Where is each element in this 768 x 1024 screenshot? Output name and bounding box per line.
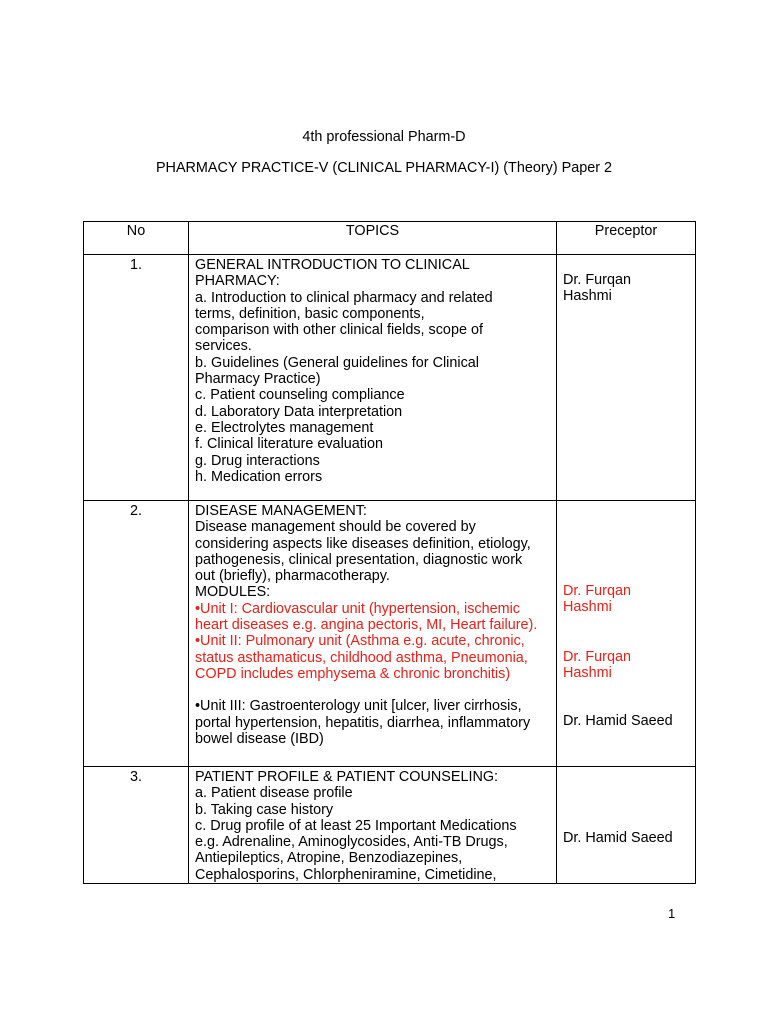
topic-line: Cephalosporins, Chlorpheniramine, Cimetidine, bbox=[195, 866, 497, 883]
preceptor-name: Dr. Furqan bbox=[563, 648, 631, 665]
unit-label: • Unit III bbox=[195, 698, 242, 714]
preceptor-cell bbox=[557, 255, 696, 501]
preceptor-name: Dr. Hamid Saeed bbox=[563, 713, 673, 730]
row-number: 3. bbox=[84, 767, 189, 884]
unit-line bbox=[195, 601, 552, 617]
topic-line: comparison with other clinical fields, scope of bbox=[195, 322, 483, 339]
preceptor-name: Dr. Furqan bbox=[563, 583, 631, 599]
topic-cell bbox=[189, 767, 557, 884]
topic-heading: PHARMACY: bbox=[195, 273, 280, 290]
unit-line bbox=[195, 698, 552, 714]
topic-cell bbox=[189, 255, 557, 501]
topic-line: f. Clinical literature evaluation bbox=[195, 436, 383, 453]
unit-line: portal hypertension, hepatitis, diarrhea, inflammatory bbox=[195, 714, 531, 731]
preceptor-name: Hashmi bbox=[563, 288, 612, 305]
topic-line: g. Drug interactions bbox=[195, 452, 320, 469]
topic-line: pathogenesis, clinical presentation, diagnostic work bbox=[195, 551, 523, 568]
preceptor-cell bbox=[557, 767, 696, 884]
table-row bbox=[84, 767, 696, 884]
unit-line bbox=[195, 633, 552, 649]
topic-line: Disease management should be covered by bbox=[195, 519, 476, 536]
unit-text: : Pulmonary unit (Asthma e.g. acute, chronic, bbox=[237, 633, 525, 650]
row-number: 1. bbox=[84, 255, 189, 501]
topic-line: considering aspects like diseases definition, etiology, bbox=[195, 535, 531, 552]
row-number: 2. bbox=[84, 501, 189, 767]
preceptor-name: Hashmi bbox=[563, 664, 612, 681]
modules-label: MODULES: bbox=[195, 584, 271, 601]
header-topics: TOPICS bbox=[189, 222, 557, 255]
unit-label: • Unit II bbox=[195, 633, 238, 649]
unit-line: status asthamaticus, childhood asthma, Pneumonia, bbox=[195, 649, 528, 666]
table-header-row bbox=[84, 222, 696, 255]
course-table bbox=[83, 221, 696, 884]
unit-text: : Gastroenterology unit [ulcer, liver cirrhosis, bbox=[241, 698, 522, 715]
unit-line: heart diseases e.g. angina pectoris, MI, Heart failure). bbox=[195, 617, 538, 634]
page-number: 1 bbox=[668, 906, 676, 921]
preceptor-cell bbox=[557, 501, 696, 767]
topic-line: h. Medication errors bbox=[195, 468, 323, 485]
table-row bbox=[84, 255, 696, 501]
unit-line: COPD includes emphysema & chronic bronchitis) bbox=[195, 665, 511, 682]
document-title: 4th professional Pharm-D bbox=[302, 129, 466, 145]
preceptor-name: Dr. Hamid Saeed bbox=[563, 830, 673, 846]
topic-line: e. Electrolytes management bbox=[195, 419, 374, 436]
topic-line: e.g. Adrenaline, Aminoglycosides, Anti-TB Drugs, bbox=[195, 834, 508, 851]
topic-line: services. bbox=[195, 338, 252, 355]
topic-line: b. Guidelines (General guidelines for Clinical bbox=[195, 354, 479, 371]
document-subtitle: PHARMACY PRACTICE-V (CLINICAL PHARMACY-I) (Theory) Paper 2 bbox=[155, 160, 613, 176]
topic-line: d. Laboratory Data interpretation bbox=[195, 403, 403, 420]
table-row bbox=[84, 501, 696, 767]
topic-heading: DISEASE MANAGEMENT: bbox=[195, 503, 367, 519]
topic-line: b. Taking case history bbox=[195, 801, 334, 818]
topic-heading: PATIENT PROFILE & PATIENT COUNSELING: bbox=[195, 769, 499, 785]
topic-cell bbox=[189, 501, 557, 767]
topic-line: Pharmacy Practice) bbox=[195, 371, 321, 388]
preceptor-name: Hashmi bbox=[563, 599, 612, 616]
unit-label: • Unit I bbox=[195, 601, 234, 617]
preceptor-name: Dr. Furqan bbox=[563, 272, 631, 288]
header-preceptor: Preceptor bbox=[557, 222, 696, 255]
topic-line: a. Introduction to clinical pharmacy and related bbox=[195, 289, 493, 306]
topic-line: out (briefly), pharmacotherapy. bbox=[195, 568, 390, 585]
unit-text: : Cardiovascular unit (hypertension, ischemic bbox=[233, 600, 520, 617]
topic-line: terms, definition, basic components, bbox=[195, 305, 425, 322]
topic-line: a. Patient disease profile bbox=[195, 785, 353, 802]
header-no: No bbox=[84, 222, 189, 255]
topic-line: Antiepileptics, Atropine, Benzodiazepines, bbox=[195, 850, 463, 867]
topic-line: c. Drug profile of at least 25 Important Medications bbox=[195, 817, 517, 834]
unit-line: bowel disease (IBD) bbox=[195, 730, 324, 747]
topic-line: c. Patient counseling compliance bbox=[195, 387, 405, 404]
topic-heading: GENERAL INTRODUCTION TO CLINICAL bbox=[195, 257, 470, 273]
